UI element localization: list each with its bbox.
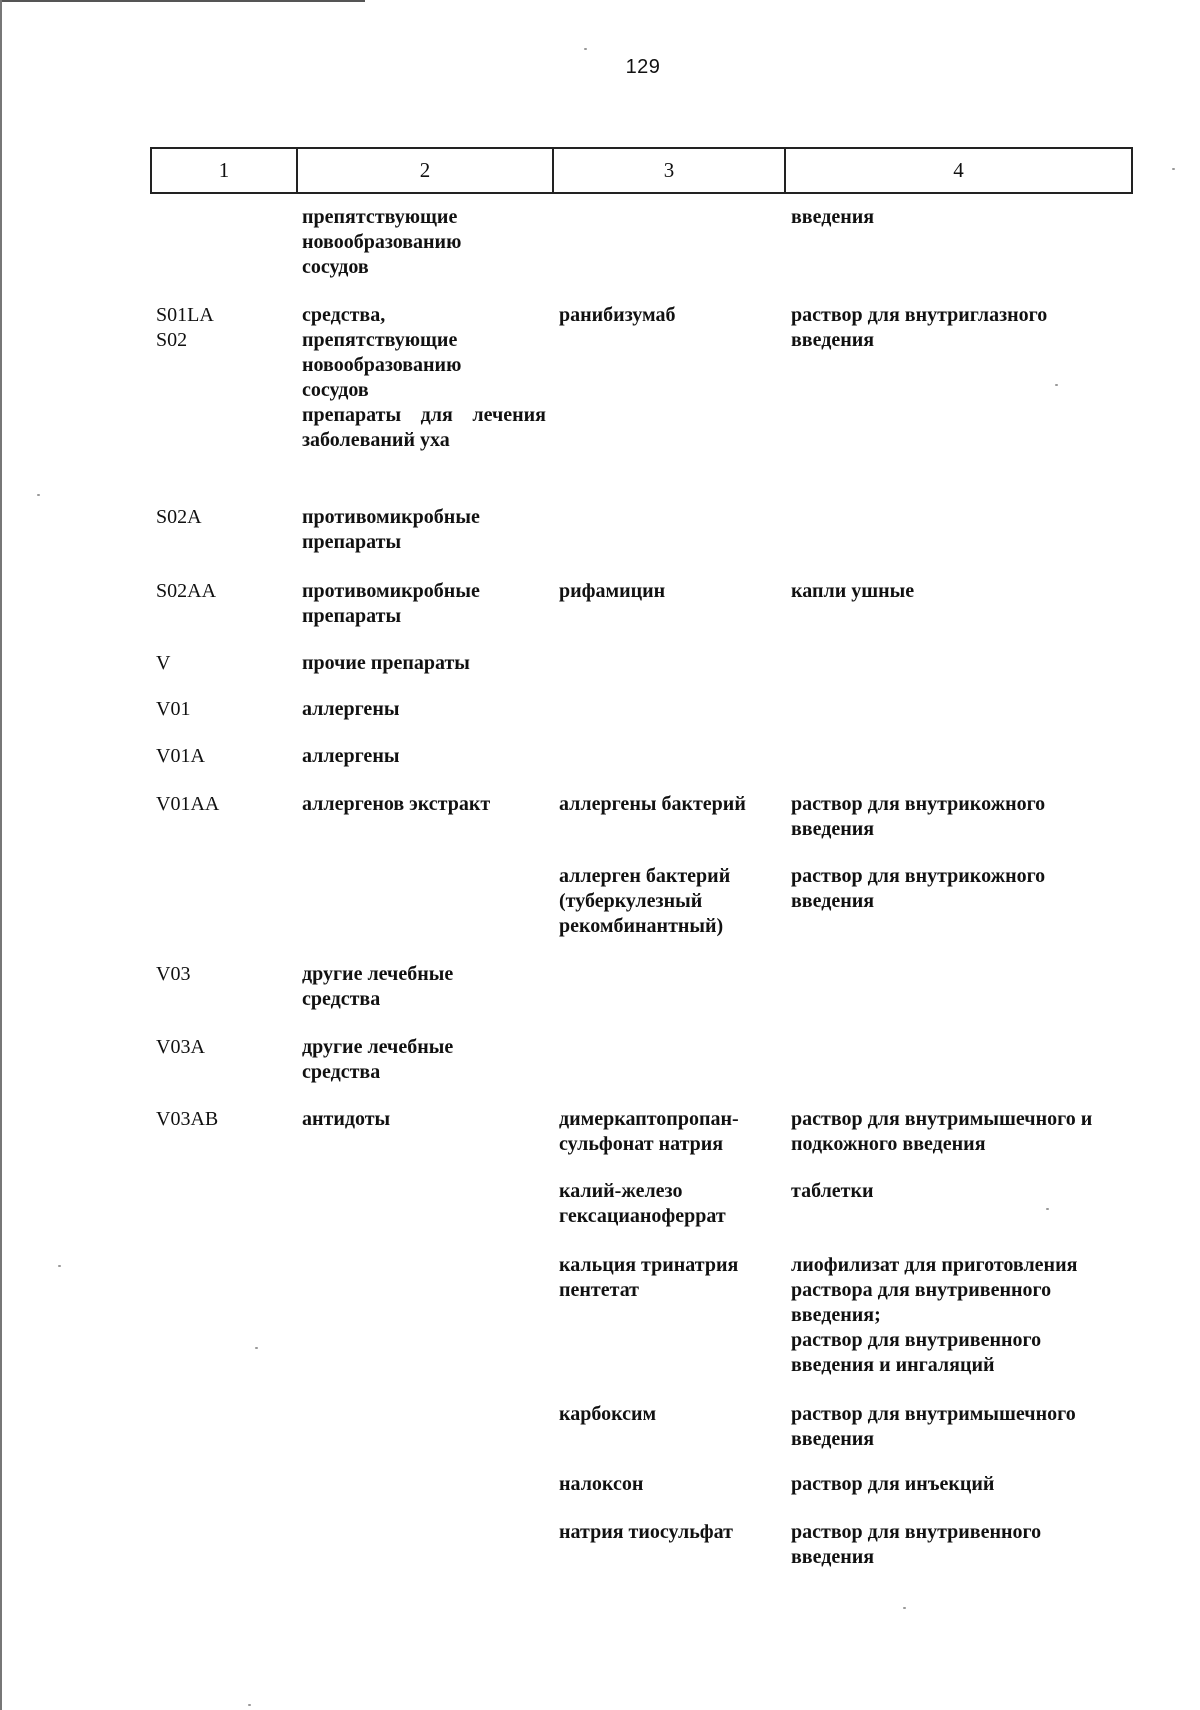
cell-group-line: новообразованию <box>302 354 462 376</box>
cell-form-line: раствора для внутривенного <box>791 1279 1052 1301</box>
header-col-3: 3 <box>554 149 786 192</box>
cell-group-line: другие лечебные <box>302 1036 454 1058</box>
cell-group-line: противомикробные <box>302 580 480 602</box>
table-row <box>150 962 1140 1012</box>
cell-form-line: введения <box>791 206 875 228</box>
cell-code-line: S01LA <box>156 304 214 326</box>
cell-form-line: раствор для инъекций <box>791 1473 995 1495</box>
cell-group <box>296 303 552 453</box>
cell-form <box>784 579 1140 604</box>
cell-drug <box>552 1402 784 1427</box>
cell-drug <box>552 1520 784 1545</box>
table-row <box>150 579 1140 629</box>
scan-speck <box>1055 384 1058 386</box>
cell-group-line: другие лечебные <box>302 963 454 985</box>
cell-code <box>150 1035 296 1060</box>
cell-code <box>150 697 296 722</box>
cell-form-line: таблетки <box>791 1180 874 1202</box>
cell-form <box>784 864 1140 914</box>
scan-speck <box>58 1265 61 1267</box>
cell-code-line: V01AA <box>156 793 220 815</box>
cell-drug-line: гексацианоферрат <box>559 1205 726 1227</box>
header-col-2: 2 <box>298 149 554 192</box>
cell-drug <box>552 1179 784 1229</box>
cell-group <box>296 1107 552 1132</box>
cell-group-line: прочие препараты <box>302 652 470 674</box>
cell-form-line: введения и ингаляций <box>791 1354 995 1376</box>
cell-form-line: введения <box>791 1546 875 1568</box>
cell-drug <box>552 864 784 939</box>
cell-form <box>784 303 1140 353</box>
table-header <box>150 147 1133 194</box>
cell-group-line: препараты <box>302 605 402 627</box>
cell-form-line: раствор для внутрикожного <box>791 865 1046 887</box>
cell-code-line: V03A <box>156 1036 205 1058</box>
cell-drug-line: димеркаптопропан- <box>559 1108 739 1130</box>
page-number: 129 <box>625 56 661 78</box>
cell-form <box>784 1472 1140 1497</box>
cell-group-line: заболеваний уха <box>302 429 450 451</box>
cell-code-line: V01 <box>156 698 191 720</box>
cell-code <box>150 651 296 676</box>
cell-form-line: раствор для внутримышечного <box>791 1403 1076 1425</box>
cell-group-line: сосудов <box>302 379 369 401</box>
cell-drug <box>552 792 784 817</box>
cell-drug-line: аллерген бактерий <box>559 865 731 887</box>
cell-drug-line: калий-железо <box>559 1180 683 1202</box>
cell-drug-line: карбоксим <box>559 1403 657 1425</box>
table-row <box>150 651 1140 676</box>
cell-form-line: капли ушные <box>791 580 915 602</box>
scan-edge-top <box>0 0 365 2</box>
cell-drug <box>552 1472 784 1497</box>
scan-edge-left <box>0 0 2 1710</box>
cell-drug <box>552 1253 784 1303</box>
scan-speck <box>1046 1208 1049 1210</box>
cell-group-line: средства <box>302 988 381 1010</box>
table-row <box>150 505 1140 555</box>
table-row <box>150 792 1140 842</box>
table-row <box>150 1520 1140 1570</box>
header-col-4: 4 <box>953 158 964 182</box>
cell-form <box>784 1179 1140 1204</box>
cell-drug-line: аллергены бактерий <box>559 793 746 815</box>
cell-code-line: S02AA <box>156 580 217 602</box>
table-row <box>150 205 1140 280</box>
cell-code-line: S02A <box>156 506 202 528</box>
cell-drug-line: кальция тринатрия <box>559 1254 739 1276</box>
cell-drug-line: рифамицин <box>559 580 666 602</box>
scan-speck <box>1172 168 1175 170</box>
cell-group <box>296 205 552 280</box>
table-row <box>150 1253 1140 1378</box>
cell-form-line: раствор для внутрикожного <box>791 793 1046 815</box>
cell-code <box>150 792 296 817</box>
cell-form-line: раствор для внутривенного <box>791 1329 1042 1351</box>
cell-code <box>150 1107 296 1132</box>
cell-drug-line: рекомбинантный) <box>559 915 724 937</box>
cell-group-line: аллергены <box>302 698 400 720</box>
cell-drug <box>552 1107 784 1157</box>
cell-drug-line: пентетат <box>559 1279 639 1301</box>
cell-code <box>150 744 296 769</box>
cell-code-line: V01A <box>156 745 205 767</box>
cell-drug-line: сульфонат натрия <box>559 1133 724 1155</box>
cell-group-line: новообразованию <box>302 231 462 253</box>
cell-group-line: средства, <box>302 304 386 326</box>
cell-group <box>296 962 552 1012</box>
cell-group-line: средства <box>302 1061 381 1083</box>
cell-group-line: препараты для лечения <box>302 404 546 426</box>
scan-speck <box>255 1347 258 1349</box>
table-row <box>150 697 1140 722</box>
scan-speck <box>248 1704 251 1706</box>
cell-form-line: лиофилизат для приготовления <box>791 1254 1078 1276</box>
cell-group-line: аллергены <box>302 745 400 767</box>
cell-group-line: аллергенов экстракт <box>302 793 491 815</box>
scan-speck <box>584 48 587 50</box>
cell-group-line: антидоты <box>302 1108 391 1130</box>
cell-group <box>296 505 552 555</box>
cell-form-line: раствор для внутриглазного <box>791 304 1048 326</box>
cell-code <box>150 962 296 987</box>
table-row <box>150 1402 1140 1452</box>
table-row <box>150 1179 1140 1229</box>
cell-drug <box>552 303 784 328</box>
table-row <box>150 303 1140 453</box>
cell-drug-line: натрия тиосульфат <box>559 1521 733 1543</box>
cell-form <box>784 1402 1140 1452</box>
cell-code-line: S02 <box>156 329 188 351</box>
cell-drug-line: (туберкулезный <box>559 890 703 912</box>
cell-group <box>296 1035 552 1085</box>
cell-form-line: введения; <box>791 1304 881 1326</box>
table-row <box>150 864 1140 939</box>
table-row <box>150 1472 1140 1497</box>
table-row <box>150 744 1140 769</box>
cell-code-line: V03AB <box>156 1108 219 1130</box>
scan-speck <box>903 1607 906 1609</box>
cell-group <box>296 579 552 629</box>
cell-group-line: препятствующие <box>302 206 458 228</box>
cell-form <box>784 205 1140 230</box>
cell-form <box>784 792 1140 842</box>
cell-group-line: препятствующие <box>302 329 458 351</box>
header-col-1: 1 <box>152 149 298 192</box>
cell-group <box>296 792 552 817</box>
table-row <box>150 1035 1140 1085</box>
cell-form-line: раствор для внутримышечного и <box>791 1108 1093 1130</box>
cell-code-line: V03 <box>156 963 191 985</box>
cell-group-line: сосудов <box>302 256 369 278</box>
cell-group-line: противомикробные <box>302 506 480 528</box>
cell-form-line: введения <box>791 1428 875 1450</box>
cell-code <box>150 579 296 604</box>
cell-form-line: введения <box>791 329 875 351</box>
cell-group-line: препараты <box>302 531 402 553</box>
cell-form <box>784 1107 1140 1157</box>
table-row <box>150 1107 1140 1157</box>
cell-code <box>150 303 296 353</box>
cell-form-line: введения <box>791 890 875 912</box>
cell-drug-line: налоксон <box>559 1473 644 1495</box>
cell-group <box>296 651 552 676</box>
cell-group <box>296 697 552 722</box>
cell-form <box>784 1520 1140 1570</box>
cell-form-line: введения <box>791 818 875 840</box>
cell-code <box>150 505 296 530</box>
cell-form-line: раствор для внутривенного <box>791 1521 1042 1543</box>
cell-form <box>784 1253 1140 1378</box>
scan-speck <box>37 494 40 496</box>
cell-group <box>296 744 552 769</box>
cell-code-line: V <box>156 652 171 674</box>
cell-form-line: подкожного введения <box>791 1133 986 1155</box>
cell-drug <box>552 579 784 604</box>
cell-drug-line: ранибизумаб <box>559 304 676 326</box>
